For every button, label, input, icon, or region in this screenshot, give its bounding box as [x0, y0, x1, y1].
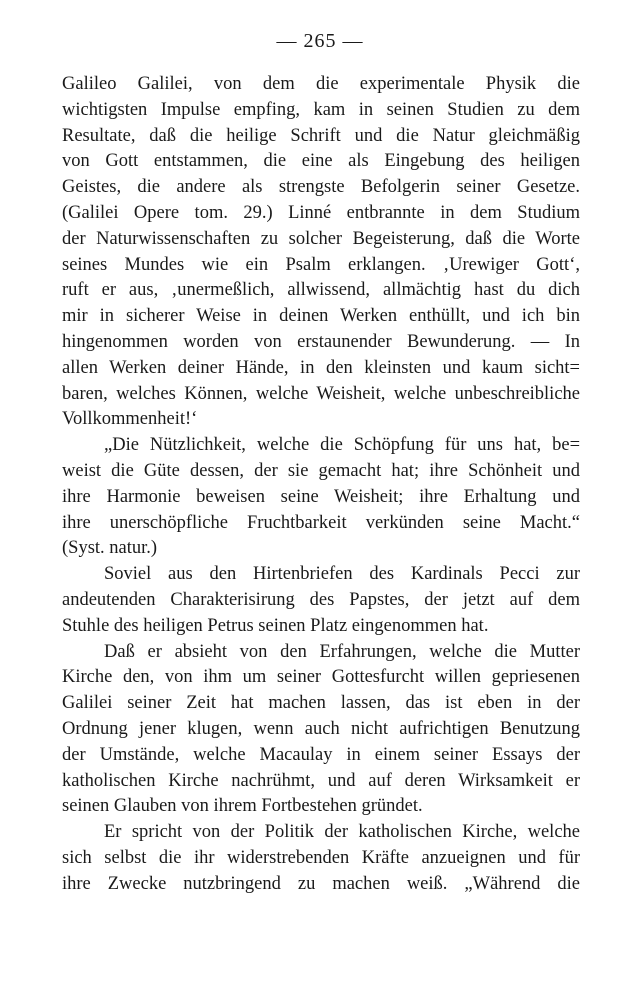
text-line: allen Werken deiner Hände, in den kleinsten und kaum sicht=: [62, 357, 580, 378]
text-line: hingenommen worden von erstaunender Bewunderung. — In: [62, 331, 580, 352]
text-line: (Galilei Opere tom. 29.) Linné entbrannte in dem Studium: [62, 202, 580, 223]
text-line: Soviel aus den Hirtenbriefen des Kardinals Pecci zur: [104, 564, 580, 585]
body-text: [62, 72, 580, 898]
page-number: — 265 —: [276, 30, 364, 52]
text-line: andeutenden Charakterisirung des Papstes, der jetzt auf dem: [62, 589, 580, 610]
text-line: ihre unerschöpfliche Fruchtbarkeit verkünden seine Macht.“: [62, 512, 580, 533]
text-line: ihre Zwecke nutzbringend zu machen weiß. „Während die: [62, 873, 580, 894]
text-line: sich selbst die ihr widerstrebenden Kräfte anzueignen und für: [62, 847, 580, 868]
text-line: Galileo Galilei, von dem die experimentale Physik die: [62, 74, 580, 94]
text-line: (Syst. natur.): [62, 538, 158, 559]
text-line: der Naturwissenschaften zu solcher Begeisterung, daß die Worte: [62, 228, 580, 249]
text-line: der Umstände, welche Macaulay in einem seiner Essays der: [62, 744, 580, 765]
text-line: „Die Nützlichkeit, welche die Schöpfung für uns hat, be=: [104, 435, 580, 456]
text-line: Stuhle des heiligen Petrus seinen Platz eingenommen hat.: [62, 615, 489, 636]
text-line: wichtigsten Impulse empfing, kam in seinen Studien zu dem: [62, 99, 580, 120]
text-line: Geistes, die andere als strengste Befolgerin seiner Gesetze.: [62, 177, 580, 198]
text-line: Vollkommenheit!‘: [62, 409, 198, 430]
text-line: ruft er aus, ‚unermeßlich, allwissend, allmächtig hast du dich: [62, 280, 580, 301]
text-line: Kirche den, von ihm um seiner Gottesfurcht willen gepriesenen: [62, 667, 580, 688]
text-line: ihre Harmonie beweisen seine Weisheit; ihre Erhaltung und: [62, 486, 580, 507]
text-line: baren, welches Können, welche Weisheit, welche unbeschreibliche: [62, 383, 580, 404]
text-line: Ordnung jener klugen, wenn auch nicht aufrichtigen Benutzung: [62, 718, 580, 739]
text-line: Resultate, daß die heilige Schrift und die Natur gleichmäßig: [62, 125, 580, 146]
text-line: Galilei seiner Zeit hat machen lassen, das ist eben in der: [62, 693, 580, 714]
text-line: Er spricht von der Politik der katholischen Kirche, welche: [104, 822, 580, 843]
text-line: seines Mundes wie ein Psalm erklangen. ‚Urewiger Gott‘,: [62, 254, 580, 275]
text-line: von Gott entstammen, die eine als Eingebung des heiligen: [62, 151, 580, 172]
text-line: katholischen Kirche nachrühmt, und auf deren Wirksamkeit er: [62, 770, 580, 791]
text-line: weist die Güte dessen, der sie gemacht hat; ihre Schönheit und: [62, 460, 580, 481]
text-line: seinen Glauben von ihrem Fortbestehen gründet.: [62, 796, 423, 817]
text-line: mir in sicherer Weise in deinen Werken enthüllt, und ich bin: [62, 306, 580, 327]
text-line: Daß er absieht von den Erfahrungen, welche die Mutter: [104, 641, 580, 662]
